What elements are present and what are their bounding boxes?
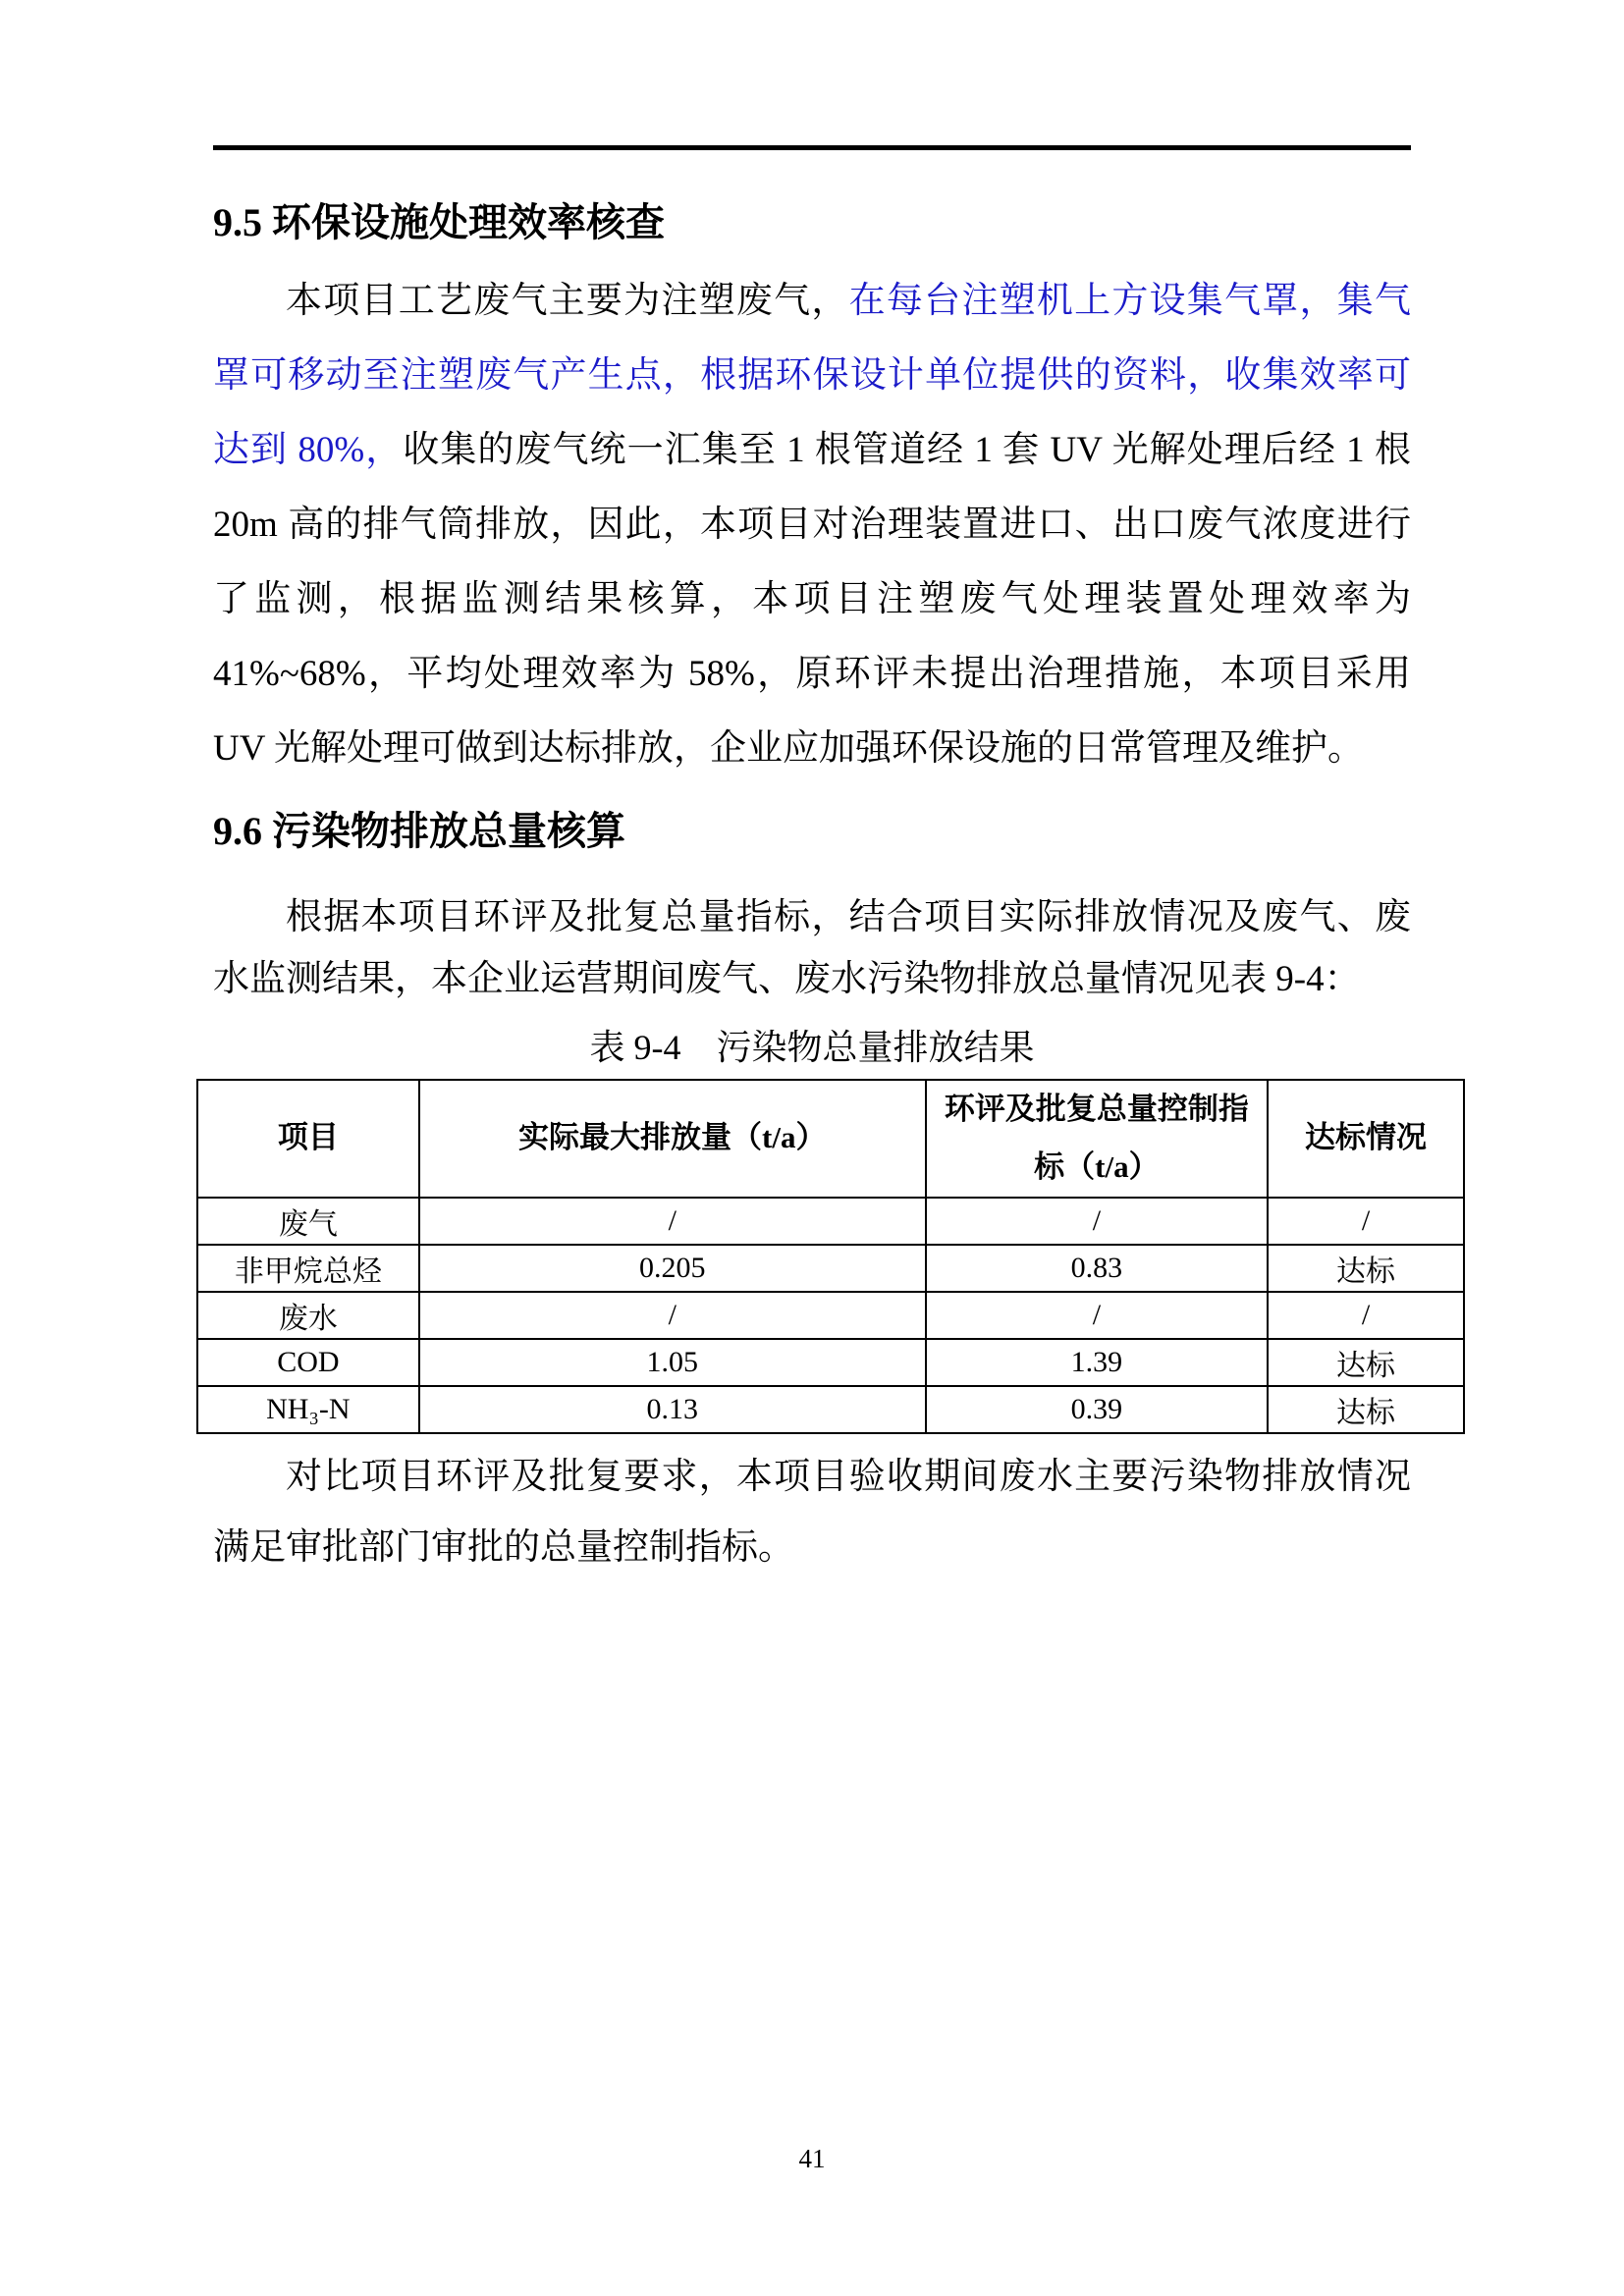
cell-status: / bbox=[1268, 1292, 1464, 1339]
table-row bbox=[197, 1386, 1464, 1433]
section-9-6-heading: 9.6 污染物排放总量核算 bbox=[213, 809, 625, 853]
cell-status: 达标 bbox=[1268, 1386, 1464, 1433]
table-row bbox=[197, 1292, 1464, 1339]
header-cell-actual: 实际最大排放量（t/a） bbox=[419, 1080, 926, 1198]
cell-status: 达标 bbox=[1268, 1339, 1464, 1386]
cell-limit: 0.83 bbox=[926, 1245, 1268, 1292]
cell-actual: / bbox=[419, 1198, 926, 1245]
table-row bbox=[197, 1198, 1464, 1245]
table-caption: 表 9-4 污染物总量排放结果 bbox=[589, 1028, 1035, 1067]
closing-paragraph: 对比项目环评及批复要求，本项目验收期间废水主要污染物排放情况满足审批部门审批的总量控制指标。 bbox=[213, 1456, 1411, 1568]
section-9-6-paragraph: 根据本项目环评及批复总量指标，结合项目实际排放情况及废气、废水监测结果，本企业运营期间废气、废水污染物排放总量情况见表 9-4： bbox=[213, 897, 1411, 999]
cell-actual: 0.13 bbox=[419, 1386, 926, 1433]
cell-item: NH₃-N bbox=[197, 1386, 419, 1433]
cell-item: 废水 bbox=[197, 1292, 419, 1339]
cell-item: 非甲烷总烃 bbox=[197, 1245, 419, 1292]
page-number: 41 bbox=[798, 2144, 826, 2173]
cell-item: 废气 bbox=[197, 1198, 419, 1245]
header-rule bbox=[213, 145, 1411, 150]
cell-actual: 0.205 bbox=[419, 1245, 926, 1292]
table-row bbox=[197, 1339, 1464, 1386]
para-9-5-run-black-2: 收集的废气统一汇集至 1 根管道经 1 套 UV 光解处理后经 1 根 20m 高的排气筒排放，因此，本项目对治理装置进口、出口废气浓度进行了监测，根据监测结果核算，本项目注塑废气处理装置处理效率为 41%~68%，平均处理效率为 58%，原环评未提出治理措施，本项目采用 UV 光解处理可做到达标排放，企业应加强环保设施的日常管理及维护。 bbox=[213, 430, 1411, 769]
cell-status: / bbox=[1268, 1198, 1464, 1245]
header-cell-item: 项目 bbox=[197, 1080, 419, 1198]
table-header-row bbox=[197, 1080, 1464, 1198]
section-9-5-paragraph bbox=[213, 264, 1411, 786]
cell-limit: 1.39 bbox=[926, 1339, 1268, 1386]
section-9-5-heading: 9.5 环保设施处理效率核查 bbox=[213, 200, 665, 244]
cell-actual: / bbox=[419, 1292, 926, 1339]
header-cell-status: 达标情况 bbox=[1268, 1080, 1464, 1198]
para-9-5-run-blue: 在每台注塑机上方设集气罩，集气罩可移动至注塑废气产生点，根据环保设计单位提供的资料，收集效率可达到 80%， bbox=[213, 281, 1412, 470]
cell-limit: / bbox=[926, 1292, 1268, 1339]
para-9-5-run-black-1: 本项目工艺废气主要为注塑废气， bbox=[286, 281, 849, 321]
table-row bbox=[197, 1245, 1464, 1292]
cell-status: 达标 bbox=[1268, 1245, 1464, 1292]
cell-actual: 1.05 bbox=[419, 1339, 926, 1386]
cell-limit: 0.39 bbox=[926, 1386, 1268, 1433]
pollutant-totals-table bbox=[196, 1079, 1465, 1434]
cell-item: COD bbox=[197, 1339, 419, 1386]
cell-limit: / bbox=[926, 1198, 1268, 1245]
header-cell-limit: 环评及批复总量控制指标（t/a） bbox=[926, 1080, 1268, 1198]
